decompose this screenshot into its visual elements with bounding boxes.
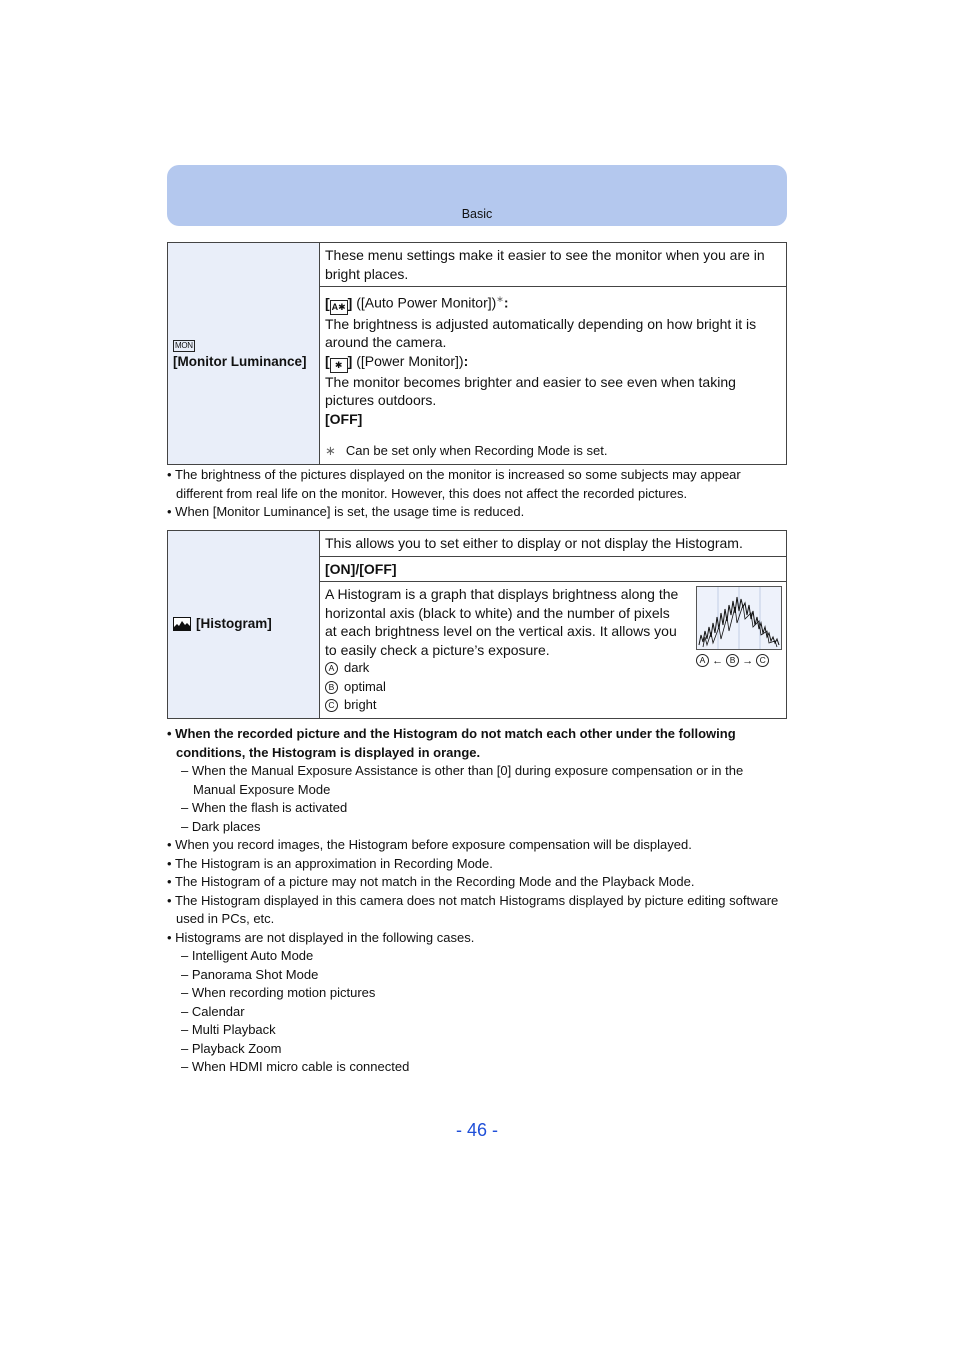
histogram-label: [Histogram] [196, 616, 272, 631]
power-monitor-name: ([Power Monitor]) [356, 352, 464, 369]
monitor-luminance-notes [167, 466, 787, 522]
monitor-luminance-label: [Monitor Luminance] [173, 354, 307, 370]
list-item: • When the recorded picture and the Histogram do not match each other under the following conditions, the Histogram is displayed in orange. [167, 726, 736, 760]
histogram-explanation: A Histogram is a graph that displays brightness along the horizontal axis (black to white) and the number of pixels at each brightness level on the vertical axis. It allows you to easily check a picture’s exposure. [325, 586, 679, 658]
list-item: – When the flash is activated [181, 800, 348, 815]
circle-b-icon: B [726, 654, 739, 667]
footnote-text: Can be set only when Recording Mode is set. [345, 443, 608, 459]
list-item: – Intelligent Auto Mode [181, 948, 314, 963]
monitor-luminance-icon: MON [175, 340, 193, 350]
power-monitor-icon: ✱ [330, 358, 348, 373]
section-header-bar [167, 165, 787, 226]
circle-c-icon: C [325, 699, 338, 712]
page-number: - 46 - [455, 1120, 498, 1140]
legend-item-optimal: B optimal [325, 678, 781, 697]
circle-b-icon: B [325, 681, 338, 694]
histogram-table [167, 530, 787, 719]
monitor-luminance-options: [ A✱ ] ([Auto Power Monitor])∗: The brightness is adjusted automatically depending on how bright it is around the camera. [ ✱ ] ([Power Monitor]): The monitor becomes brighter and easier to see even when taking pictures outdoors. [OFF] ∗ Can be set only when Recording Mode is set. [320, 287, 787, 465]
histogram-notes [167, 725, 787, 1077]
off-option: [OFF] [325, 410, 363, 427]
section-title: Basic [461, 207, 493, 221]
histogram-options: [ON]/[OFF] [320, 556, 787, 582]
list-item: – Multi Playback [181, 1022, 276, 1037]
list-item: • Histograms are not displayed in the following cases. [167, 929, 475, 945]
list-item: – Panorama Shot Mode [181, 966, 319, 982]
auto-power-monitor-name: ([Auto Power Monitor]) [356, 294, 497, 311]
histogram-description: This allows you to set either to display or not display the Histogram. [320, 531, 787, 557]
monitor-luminance-footnote [325, 442, 781, 461]
list-item: • The brightness of the pictures displayed on the monitor is increased so some subjects may appear different from real life on the monitor. However, this does not affect the recorded pictures. [167, 467, 741, 501]
histogram-explanation-cell [320, 582, 787, 719]
list-item: – Calendar [181, 1003, 245, 1019]
histogram-figure [696, 586, 782, 671]
list-item: – Playback Zoom [181, 1040, 282, 1056]
list-item: • The Histogram displayed in this camera does not match Histograms displayed by picture editing software used in PCs, etc. [167, 892, 779, 926]
circle-a-icon: A [696, 654, 709, 667]
auto-option-mark: ∗ [496, 294, 504, 304]
histogram-label-cell [168, 531, 320, 719]
histogram-axis-legend [696, 652, 782, 671]
list-item: – When HDMI micro cable is connected [181, 1059, 410, 1074]
list-item: – Dark places [181, 818, 261, 834]
circle-a-icon: A [325, 662, 338, 675]
list-item: • The Histogram of a picture may not match in the Recording Mode and the Playback Mode. [167, 874, 695, 889]
auto-power-monitor-desc: The brightness is adjusted automatically depending on how bright it is around the camera. [325, 315, 757, 351]
list-item: • When [Monitor Luminance] is set, the usage time is reduced. [167, 504, 525, 519]
list-item: – When the Manual Exposure Assistance is other than [0] during exposure compensation or in the Manual Exposure Mode [181, 763, 744, 797]
arrow-right-icon: → [742, 655, 754, 667]
circle-c-icon: C [756, 654, 769, 667]
list-item: • When you record images, the Histogram before exposure compensation will be displayed. [167, 837, 692, 852]
legend-item-bright: C bright [325, 696, 781, 715]
list-item: • The Histogram is an approximation in Recording Mode. [167, 855, 493, 871]
legend-item-dark: A dark [325, 659, 781, 678]
monitor-luminance-description: These menu settings make it easier to see the monitor when you are in bright places. [320, 243, 787, 287]
monitor-luminance-label-cell [168, 243, 320, 465]
monitor-luminance-table [167, 242, 787, 465]
power-monitor-desc: The monitor becomes brighter and easier to see even when taking pictures outdoors. [325, 373, 736, 409]
footnote-mark: ∗ [325, 443, 336, 459]
auto-power-monitor-icon: A✱ [330, 300, 348, 315]
histogram-graph [696, 586, 782, 650]
histogram-icon [173, 617, 191, 631]
arrow-left-icon: ← [712, 655, 724, 667]
list-item: – When recording motion pictures [181, 985, 376, 1000]
